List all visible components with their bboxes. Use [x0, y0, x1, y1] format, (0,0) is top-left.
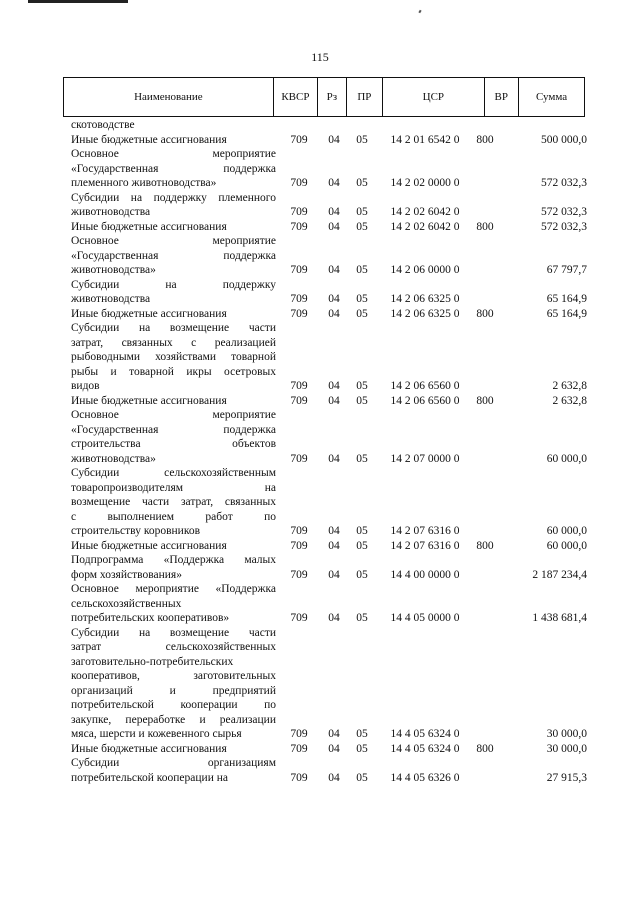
row-csr: 14 2 02 6042 0 — [390, 220, 460, 233]
row-name-line: «Государственная поддержка — [71, 249, 276, 262]
row-pr: 05 — [356, 452, 368, 465]
table-row — [0, 756, 640, 785]
row-name-line: форм хозяйствования» — [71, 568, 182, 581]
row-pr: 05 — [356, 307, 368, 320]
row-pr: 05 — [356, 771, 368, 784]
row-pr: 05 — [356, 742, 368, 755]
table-row — [0, 394, 640, 409]
row-name-line: потребительской кооперации на — [71, 771, 228, 784]
table-row — [0, 742, 640, 757]
row-name-line: Иные бюджетные ассигнования — [71, 220, 227, 233]
row-name-line: закупке, переработке и реализации — [71, 713, 276, 726]
row-sum: 27 915,3 — [546, 771, 587, 784]
row-rz: 04 — [328, 394, 340, 407]
row-csr: 14 2 07 0000 0 — [390, 452, 460, 465]
row-sum: 2 632,8 — [552, 380, 587, 392]
row-name-line: животноводства» — [71, 264, 156, 276]
table-row — [0, 321, 640, 394]
row-sum: 572 032,3 — [541, 220, 587, 233]
row-name-line: заготовительно-потребительских — [71, 655, 234, 668]
row-name-line: затрат, связанных с реализацией — [71, 336, 276, 349]
row-name — [71, 234, 276, 278]
row-kvsr: 709 — [290, 742, 308, 755]
row-sum: 1 438 681,4 — [532, 612, 587, 624]
table-row — [0, 539, 640, 554]
row-name-line: видов — [71, 380, 100, 392]
row-name — [71, 756, 276, 785]
row-rz: 04 — [328, 771, 340, 784]
row-rz: 04 — [328, 293, 340, 305]
row-name-line: Субсидии на возмещение части — [71, 322, 276, 334]
row-name-line: потребительской кооперации по — [71, 699, 276, 711]
row-name — [71, 408, 276, 466]
row-sum: 2 187 234,4 — [532, 568, 587, 581]
row-csr: 14 2 06 6560 0 — [390, 380, 460, 392]
row-rz: 04 — [328, 264, 340, 276]
row-rz: 04 — [328, 206, 340, 218]
row-kvsr: 709 — [290, 539, 308, 552]
row-name — [71, 278, 276, 307]
row-pr: 05 — [356, 380, 368, 392]
row-name-line: Иные бюджетные ассигнования — [71, 742, 227, 755]
row-rz: 04 — [328, 728, 340, 740]
row-pr: 05 — [356, 568, 368, 581]
row-pr: 05 — [356, 293, 368, 305]
row-kvsr: 709 — [290, 264, 308, 276]
row-rz: 04 — [328, 452, 340, 465]
row-kvsr: 709 — [290, 612, 308, 624]
row-vr: 800 — [476, 394, 494, 407]
header-name: Наименование — [64, 78, 274, 116]
header-csr: ЦСР — [383, 78, 484, 116]
row-csr: 14 4 05 0000 0 — [390, 612, 460, 624]
row-rz: 04 — [328, 220, 340, 233]
row-kvsr: 709 — [290, 525, 308, 537]
header-sum: Сумма — [535, 91, 568, 103]
row-name-line: кооперативов, заготовительных — [71, 670, 276, 682]
row-csr: 14 4 05 6324 0 — [390, 728, 460, 740]
row-kvsr: 709 — [290, 568, 308, 581]
header-pr: ПР — [347, 78, 383, 116]
row-name-line: «Государственная поддержка — [71, 423, 276, 436]
row-name-line: Основное мероприятие «Поддержка — [71, 583, 276, 595]
row-name — [71, 321, 276, 394]
row-name-line: мяса, шерсти и кожевенного сырья — [71, 728, 242, 740]
table-row — [0, 191, 640, 220]
row-name — [71, 118, 276, 133]
table-row — [0, 234, 640, 278]
row-name-line: Субсидии на поддержку — [71, 278, 276, 291]
row-csr: 14 2 01 6542 0 — [390, 133, 460, 146]
table-body — [0, 118, 640, 785]
row-pr: 05 — [356, 133, 368, 146]
row-kvsr: 709 — [290, 293, 308, 305]
row-sum: 572 032,3 — [541, 206, 587, 218]
row-sum: 67 797,7 — [546, 264, 587, 276]
row-kvsr: 709 — [290, 394, 308, 407]
row-name-line: строительству коровников — [71, 525, 201, 537]
row-sum: 30 000,0 — [546, 728, 587, 740]
row-sum: 30 000,0 — [546, 742, 587, 755]
row-name — [71, 582, 276, 626]
row-name-line: Субсидии сельскохозяйственным — [71, 467, 276, 479]
row-rz: 04 — [328, 177, 340, 189]
row-pr: 05 — [356, 525, 368, 537]
row-name-line: животноводства — [71, 206, 151, 218]
row-pr: 05 — [356, 728, 368, 740]
page-number: 115 — [311, 50, 329, 64]
row-rz: 04 — [328, 525, 340, 537]
row-csr: 14 2 06 6325 0 — [390, 293, 460, 305]
table-row — [0, 133, 640, 148]
row-name-line: Субсидии организациям — [71, 757, 276, 769]
row-name-line: Подпрограмма «Поддержка малых — [71, 554, 276, 566]
table-row — [0, 626, 640, 742]
table-row — [0, 466, 640, 539]
row-name-line: Иные бюджетные ассигнования — [71, 307, 227, 320]
row-name — [71, 307, 276, 322]
row-name-line: рыбы и товарной икры осетровых — [71, 365, 276, 378]
row-kvsr: 709 — [290, 728, 308, 740]
row-name-line: потребительских кооперативов» — [71, 612, 230, 624]
row-name-line: Основное мероприятие — [71, 409, 276, 421]
row-sum: 2 632,8 — [552, 394, 587, 407]
row-csr: 14 2 07 6316 0 — [390, 539, 460, 552]
row-name — [71, 742, 276, 757]
row-name-line: Иные бюджетные ассигнования — [71, 394, 227, 407]
row-name — [71, 553, 276, 582]
row-rz: 04 — [328, 380, 340, 392]
row-sum: 65 164,9 — [546, 307, 587, 320]
table-row — [0, 408, 640, 466]
row-rz: 04 — [328, 539, 340, 552]
row-vr: 800 — [476, 220, 494, 233]
row-name — [71, 626, 276, 742]
row-rz: 04 — [328, 133, 340, 146]
row-rz: 04 — [328, 742, 340, 755]
row-csr: 14 2 07 6316 0 — [390, 525, 460, 537]
row-rz: 04 — [328, 307, 340, 320]
row-name-line: строительства объектов — [71, 438, 276, 450]
row-name-line: затрат сельскохозяйственных — [71, 641, 276, 653]
row-sum: 60 000,0 — [546, 452, 587, 465]
top-edge-mark — [28, 0, 128, 3]
row-rz: 04 — [328, 568, 340, 581]
row-kvsr: 709 — [290, 380, 308, 392]
scan-mark — [418, 10, 421, 14]
row-csr: 14 2 06 6560 0 — [390, 394, 460, 407]
table-row — [0, 582, 640, 626]
row-pr: 05 — [356, 394, 368, 407]
row-name-line: животноводства — [71, 293, 151, 305]
row-csr: 14 2 02 0000 0 — [390, 177, 460, 189]
row-kvsr: 709 — [290, 177, 308, 189]
row-name-line: Основное мероприятие — [71, 235, 276, 247]
row-sum: 500 000,0 — [541, 133, 587, 146]
row-csr: 14 2 06 6325 0 — [390, 307, 460, 320]
row-kvsr: 709 — [290, 771, 308, 784]
row-name — [71, 539, 276, 554]
row-sum: 572 032,3 — [541, 177, 587, 189]
row-sum: 60 000,0 — [546, 539, 587, 552]
row-name-line: Субсидии на возмещение части — [71, 626, 276, 639]
table-row — [0, 118, 640, 133]
row-vr: 800 — [476, 307, 494, 320]
row-sum: 65 164,9 — [546, 293, 587, 305]
table-row — [0, 553, 640, 582]
row-name-line: Иные бюджетные ассигнования — [71, 539, 227, 552]
row-vr: 800 — [476, 133, 494, 146]
row-name-line: сельскохозяйственных — [71, 597, 182, 610]
row-name — [71, 466, 276, 539]
row-name — [71, 133, 276, 148]
row-name — [71, 191, 276, 220]
header-vr: ВР — [485, 78, 519, 116]
row-vr: 800 — [476, 742, 494, 755]
row-name-line: рыбоводными хозяйствами товарной — [71, 351, 276, 363]
row-name — [71, 394, 276, 409]
row-vr: 800 — [476, 539, 494, 552]
row-name-line: организаций и предприятий — [71, 684, 276, 697]
row-kvsr: 709 — [290, 452, 308, 465]
row-pr: 05 — [356, 264, 368, 276]
row-name-line: возмещение части затрат, связанных — [71, 496, 276, 508]
row-rz: 04 — [328, 612, 340, 624]
row-csr: 14 2 06 0000 0 — [390, 264, 460, 276]
row-kvsr: 709 — [290, 307, 308, 320]
row-pr: 05 — [356, 220, 368, 233]
row-name-line: Иные бюджетные ассигнования — [71, 133, 227, 146]
row-name — [71, 147, 276, 191]
row-kvsr: 709 — [290, 133, 308, 146]
table-row — [0, 147, 640, 191]
row-name-line: Основное мероприятие — [71, 148, 276, 160]
row-name — [71, 220, 276, 235]
header-kvsr: КВСР — [274, 78, 318, 116]
row-name-line: товаропроизводителям на — [71, 481, 276, 494]
header-rz: Рз — [318, 78, 347, 116]
row-name-line: «Государственная поддержка — [71, 162, 276, 175]
table-row — [0, 220, 640, 235]
row-csr: 14 4 05 6326 0 — [390, 771, 460, 784]
row-name-line: племенного животноводства» — [71, 177, 217, 189]
row-pr: 05 — [356, 539, 368, 552]
row-name-line: Субсидии на поддержку племенного — [71, 191, 276, 204]
row-pr: 05 — [356, 206, 368, 218]
row-sum: 60 000,0 — [546, 525, 587, 537]
table-row — [0, 278, 640, 307]
row-name-line: с выполнением работ по — [71, 510, 276, 523]
row-name-line: животноводства» — [71, 452, 156, 465]
table-row — [0, 307, 640, 322]
row-csr: 14 4 05 6324 0 — [390, 742, 460, 755]
table-header — [63, 77, 585, 117]
row-name-line: скотоводстве — [71, 119, 135, 131]
row-kvsr: 709 — [290, 206, 308, 218]
row-csr: 14 4 00 0000 0 — [390, 568, 460, 581]
row-kvsr: 709 — [290, 220, 308, 233]
row-pr: 05 — [356, 177, 368, 189]
row-pr: 05 — [356, 612, 368, 624]
row-csr: 14 2 02 6042 0 — [390, 206, 460, 218]
